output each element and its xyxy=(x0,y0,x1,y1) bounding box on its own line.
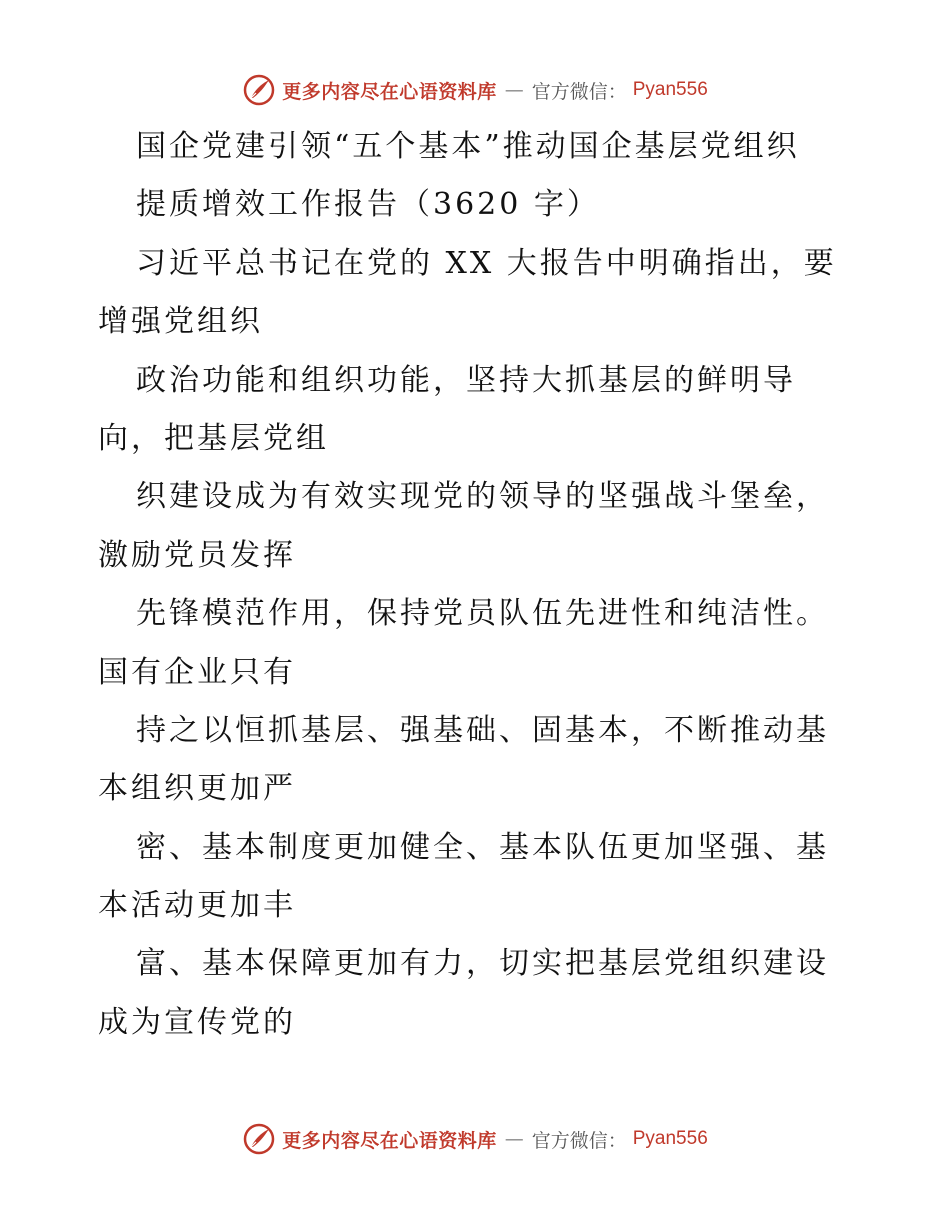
doc-text-line: 习近平总书记在党的 XX 大报告中明确指出，要 xyxy=(136,245,837,281)
doc-text-line: 织建设成为有效实现党的领导的坚强战斗堡垒， xyxy=(136,479,829,515)
doc-text-line: 成为宣传党的 xyxy=(98,1004,296,1040)
doc-text-line: 增强党组织 xyxy=(98,304,263,340)
feather-pen-logo-icon xyxy=(242,1122,276,1156)
document-body xyxy=(98,118,858,1052)
banner-dash: — xyxy=(504,79,524,101)
doc-text-line: 政治功能和组织功能，坚持大抓基层的鲜明导 xyxy=(136,362,796,398)
doc-text-line: 国有企业只有 xyxy=(98,654,296,690)
feather-pen-logo-icon xyxy=(242,73,276,107)
doc-text-line: 先锋模范作用，保持党员队伍先进性和纯洁性。 xyxy=(136,596,829,632)
doc-text-line: 向，把基层党组 xyxy=(98,420,329,456)
banner-wechat-id: Pyan556 xyxy=(632,79,708,100)
doc-title-line-1: 国企党建引领“五个基本”推动国企基层党组织 xyxy=(136,129,800,164)
banner-title: 更多内容尽在心语资料库 xyxy=(282,1129,497,1152)
banner-wechat-label: 官方微信： xyxy=(531,1129,627,1152)
doc-text-line: 持之以恒抓基层、强基础、固基本，不断推动基 xyxy=(136,712,829,748)
doc-text-line: 密、基本制度更加健全、基本队伍更加坚强、基 xyxy=(136,829,829,865)
doc-text-line: 富、基本保障更加有力，切实把基层党组织建设 xyxy=(136,946,829,982)
doc-text-line: 激励党员发挥 xyxy=(98,537,296,573)
footer-banner xyxy=(0,1119,950,1159)
banner-title: 更多内容尽在心语资料库 xyxy=(282,80,497,103)
banner-wechat-label: 官方微信： xyxy=(531,80,627,103)
doc-title-line-2: 提质增效工作报告（3620 字） xyxy=(136,187,600,223)
banner-wechat-id: Pyan556 xyxy=(632,1128,708,1149)
doc-text-line: 本活动更加丰 xyxy=(98,888,296,924)
doc-text-line: 本组织更加严 xyxy=(98,771,296,807)
banner-dash: — xyxy=(504,1128,524,1150)
header-banner xyxy=(0,70,950,110)
